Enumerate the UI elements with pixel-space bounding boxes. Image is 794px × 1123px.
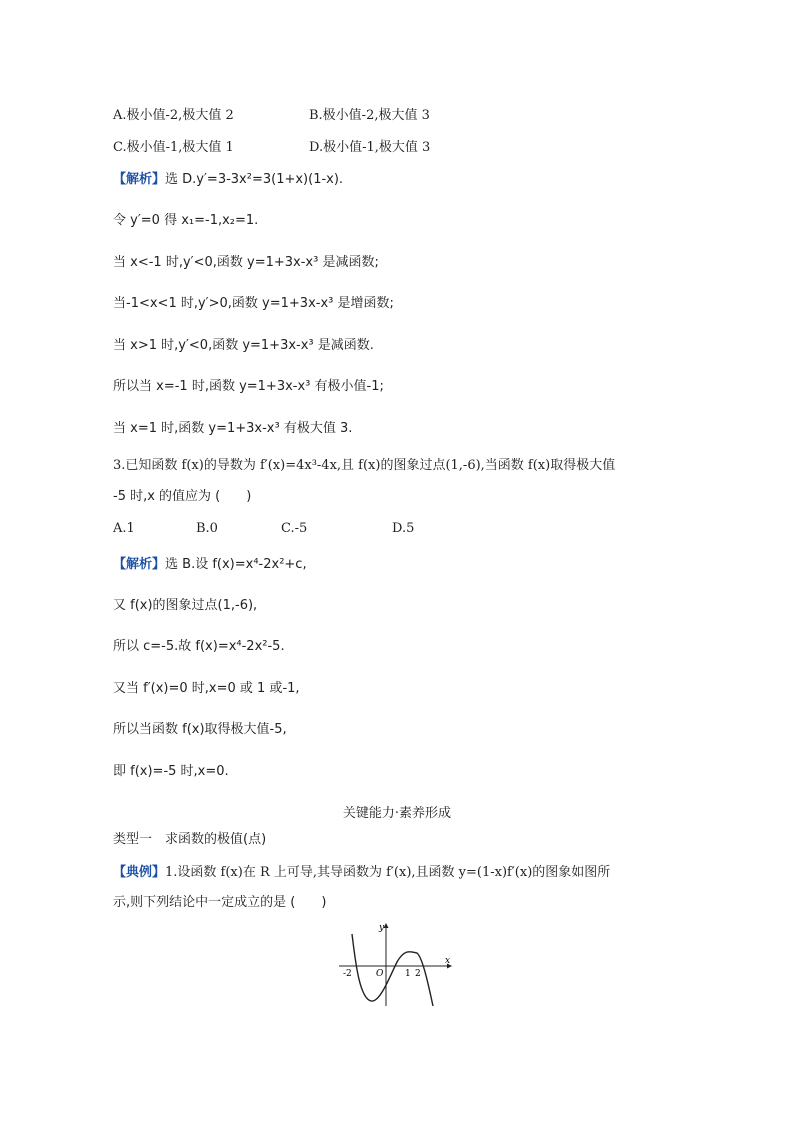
origin-label: O — [376, 969, 384, 979]
x-axis-label: x — [445, 956, 451, 966]
tick-label-neg2: -2 — [343, 969, 352, 979]
example-text: 1.设函数 f(x)在 R 上可导,其导函数为 f′(x),且函数 y=(1-x)f′(x)的图象如图所 — [165, 865, 611, 880]
curve — [352, 934, 433, 1006]
solution-tag: 【解析】 — [113, 172, 166, 187]
y-axis-arrow — [384, 923, 389, 928]
example-line-2: 示,则下列结论中一定成立的是 ( ) — [113, 895, 327, 910]
q2-option-c: C.极小值-1,极大值 1 — [113, 140, 234, 155]
q2-line-1: 令 y′=0 得 x₁=-1,x₂=1. — [113, 213, 259, 228]
q2-option-b: B.极小值-2,极大值 3 — [309, 108, 430, 123]
q3-option-b: B.0 — [196, 521, 218, 536]
q2-solution-head — [113, 171, 343, 189]
type-label: 类型一 求函数的极值(点) — [113, 832, 267, 847]
q2-line-5: 所以当 x=-1 时,函数 y=1+3x-x³ 有极小值-1; — [113, 379, 384, 394]
q3-option-c: C.-5 — [281, 521, 308, 536]
q3-line-4: 所以当函数 f(x)取得极大值-5, — [113, 722, 287, 737]
solution-text: 选 D.y′=3-3x²=3(1+x)(1-x). — [165, 172, 344, 187]
q3-stem-line-1: 3.已知函数 f(x)的导数为 f′(x)=4x³-4x,且 f(x)的图象过点(1,-6),当函数 f(x)取得极大值 — [113, 458, 616, 473]
function-graph — [335, 918, 460, 1010]
section-title: 关键能力·素养形成 — [342, 806, 452, 821]
y-axis-label: y — [379, 923, 385, 933]
q3-line-1: 又 f(x)的图象过点(1,-6), — [113, 598, 258, 613]
q3-option-d: D.5 — [392, 521, 415, 536]
q3-line-3: 又当 f′(x)=0 时,x=0 或 1 或-1, — [113, 681, 300, 696]
example-tag: 【典例】 — [113, 865, 166, 880]
solution-tag: 【解析】 — [113, 557, 166, 572]
solution-text: 选 B.设 f(x)=x⁴-2x²+c, — [165, 557, 307, 572]
q2-line-2: 当 x<-1 时,y′<0,函数 y=1+3x-x³ 是减函数; — [113, 255, 379, 270]
q2-line-4: 当 x>1 时,y′<0,函数 y=1+3x-x³ 是减函数. — [113, 338, 374, 353]
q3-option-a: A.1 — [113, 521, 135, 536]
tick-label-2: 2 — [415, 969, 421, 979]
q3-line-5: 即 f(x)=-5 时,x=0. — [113, 764, 229, 779]
q2-line-3: 当-1<x<1 时,y′>0,函数 y=1+3x-x³ 是增函数; — [113, 296, 394, 311]
q2-line-6: 当 x=1 时,函数 y=1+3x-x³ 有极大值 3. — [113, 421, 353, 436]
q2-option-d: D.极小值-1,极大值 3 — [309, 140, 431, 155]
q3-stem-line-2: -5 时,x 的值应为 ( ) — [113, 489, 252, 504]
q3-line-2: 所以 c=-5.故 f(x)=x⁴-2x²-5. — [113, 639, 285, 654]
tick-label-1: 1 — [405, 969, 411, 979]
q3-solution-head — [113, 556, 307, 574]
q2-option-a: A.极小值-2,极大值 2 — [113, 108, 234, 123]
example-line-1 — [113, 864, 610, 882]
